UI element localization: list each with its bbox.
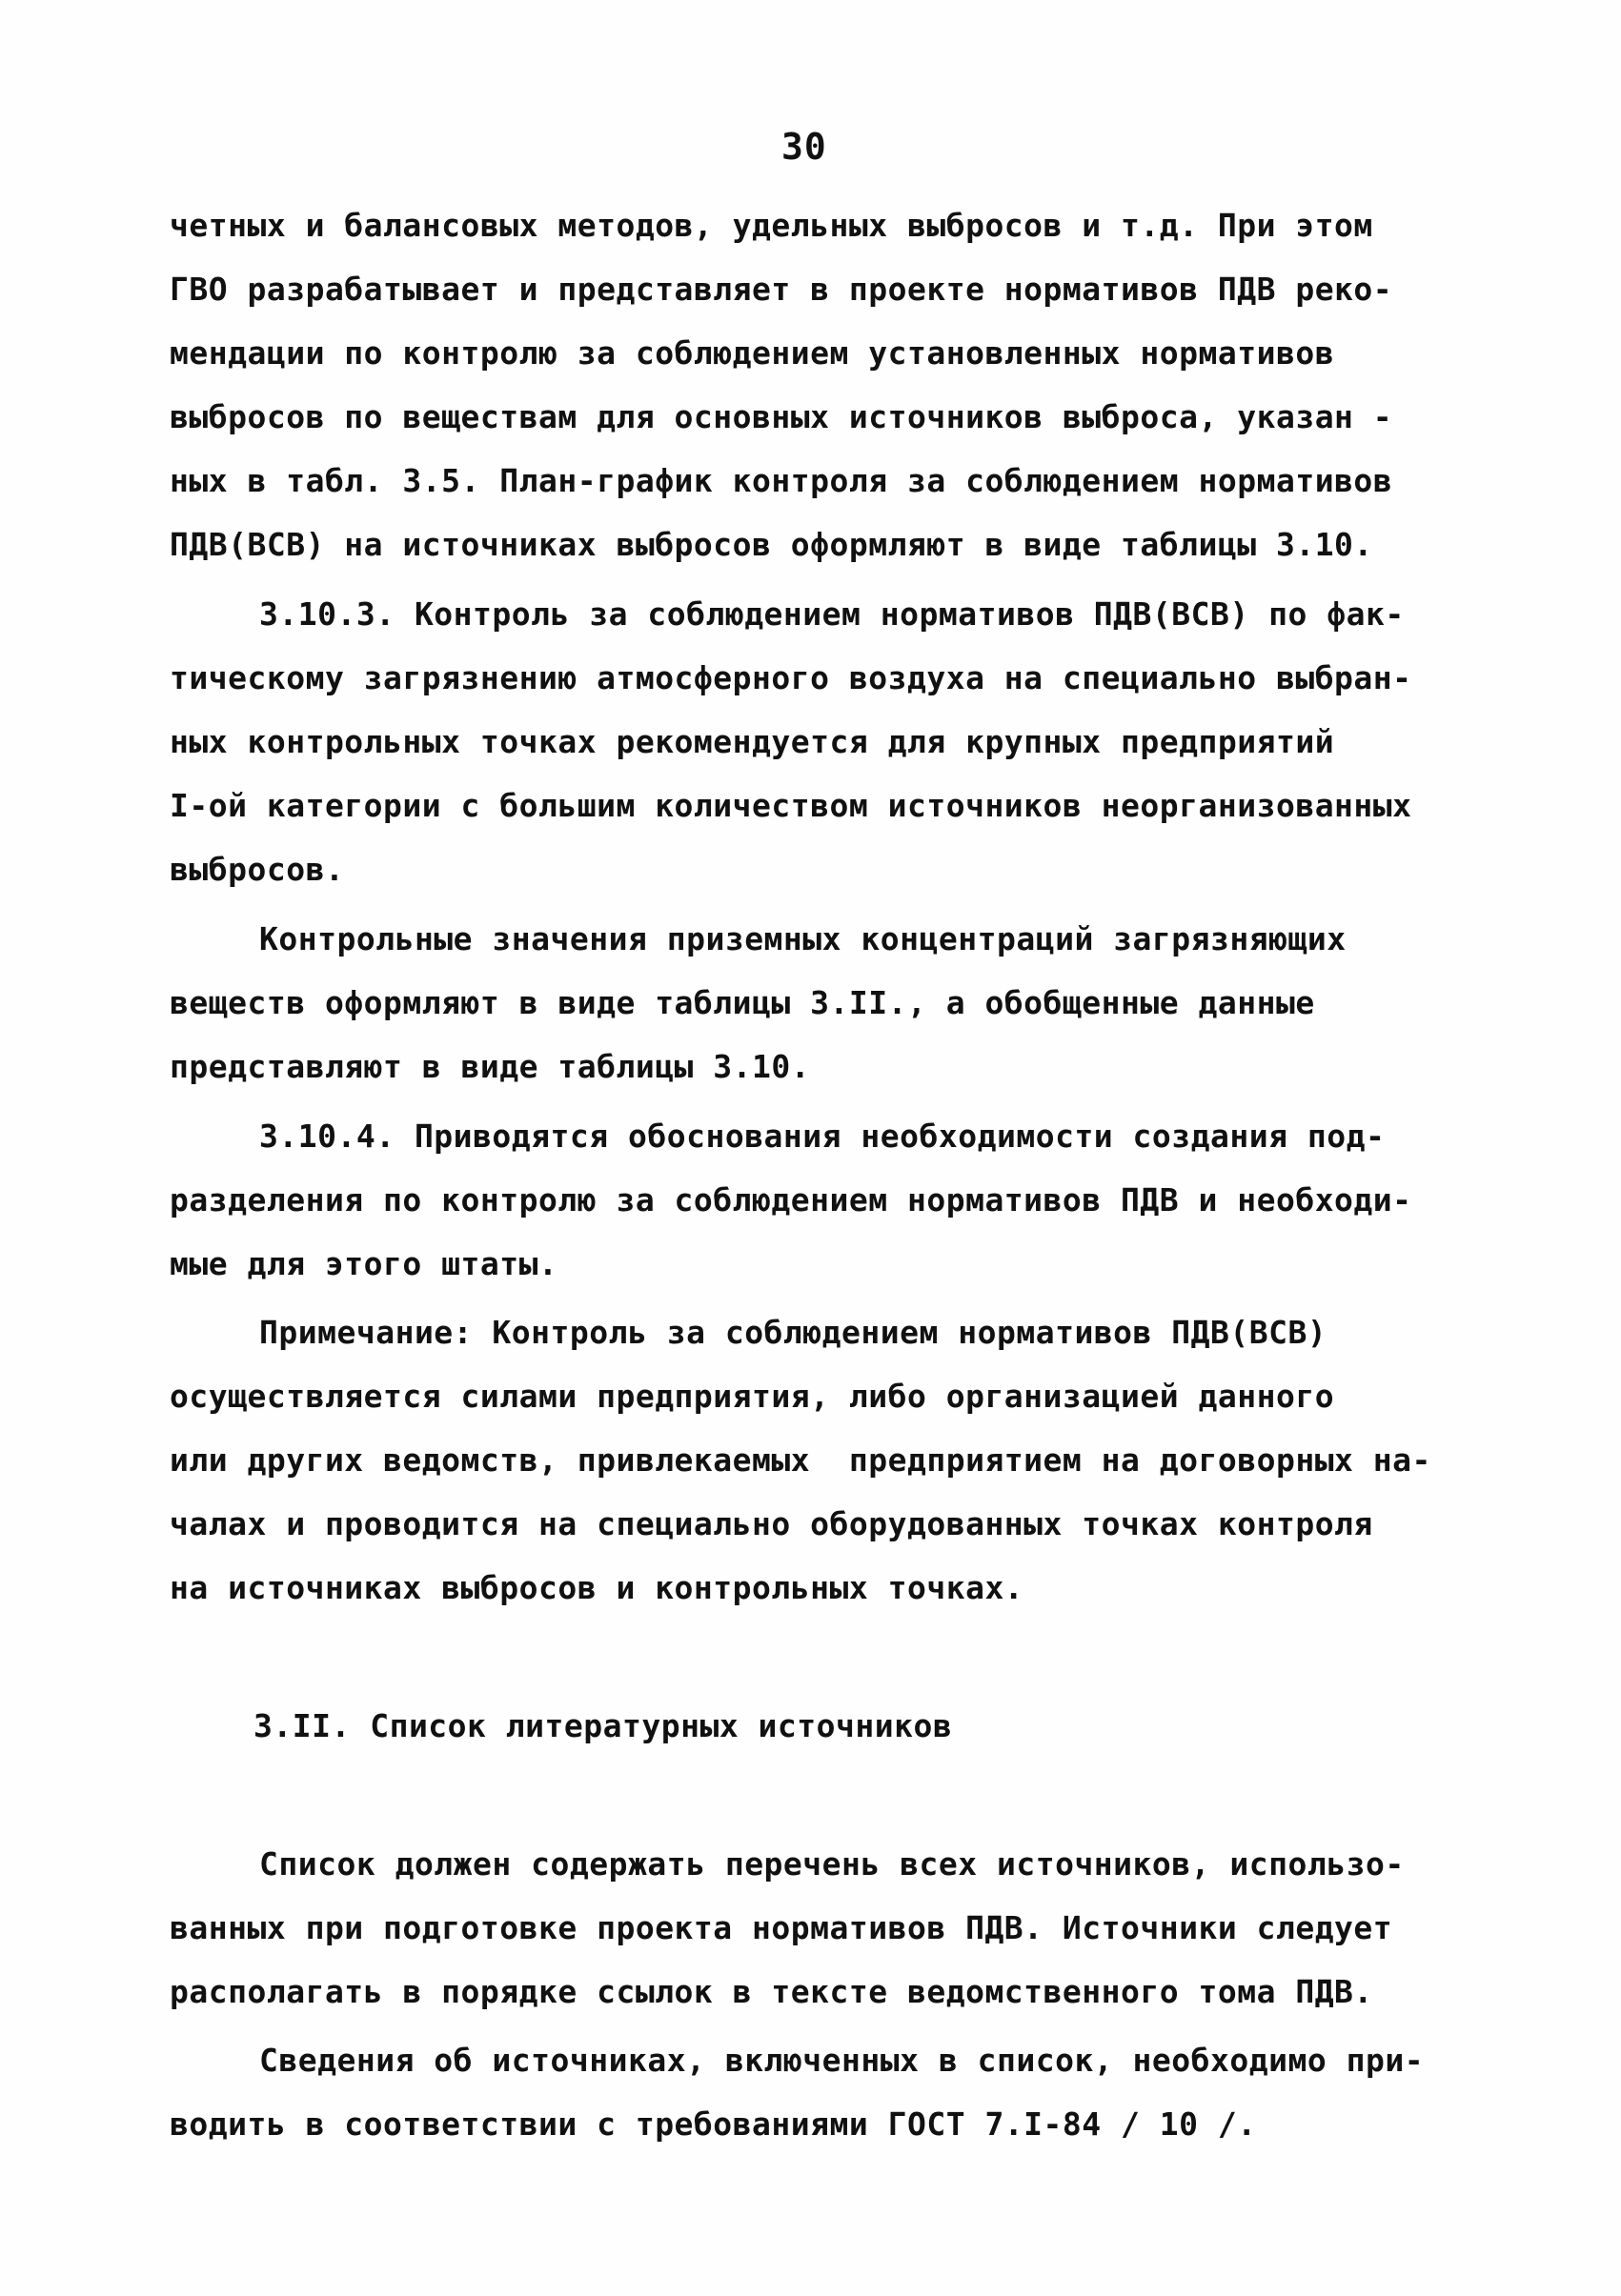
text-line: ных в табл. 3.5. План-график контроля за соблюдением нормативов — [170, 462, 1393, 499]
note-line: или других ведомств, привлекаемых предприятием на договорных на- — [170, 1441, 1431, 1479]
note-line: на источниках выбросов и контрольных точках. — [170, 1569, 1024, 1606]
text-line: Список должен содержать перечень всех источников, использо- — [259, 1845, 1405, 1883]
note-line: Примечание: Контроль за соблюдением нормативов ПДВ(ВСВ) — [259, 1314, 1327, 1351]
text-line: веществ оформляют в виде таблицы 3.II., а обобщенные данные — [170, 984, 1315, 1021]
text-line: 3.10.4. Приводятся обоснования необходимости создания под- — [259, 1118, 1386, 1155]
section-heading: 3.II. Список литературных источников — [253, 1707, 953, 1744]
text-line: ПДВ(ВСВ) на источниках выбросов оформляют в виде таблицы 3.10. — [170, 526, 1373, 563]
note-line: осуществляется силами предприятия, либо организацией данного — [170, 1378, 1335, 1415]
text-line: выбросов. — [170, 851, 345, 888]
text-line: тическому загрязнению атмосферного воздуха на специально выбран- — [170, 659, 1412, 696]
text-line: располагать в порядке ссылок в тексте ведомственного тома ПДВ. — [170, 1973, 1373, 2010]
text-line: разделения по контролю за соблюдением нормативов ПДВ и необходи- — [170, 1181, 1412, 1218]
text-line: мендации по контролю за соблюдением установленных нормативов — [170, 334, 1335, 372]
note-line: чалах и проводится на специально оборудованных точках контроля — [170, 1505, 1373, 1542]
text-line: водить в соответствии с требованиями ГОСТ 7.I-84 / 10 /. — [170, 2105, 1257, 2143]
text-line: выбросов по веществам для основных источников выброса, указан - — [170, 398, 1393, 435]
text-line: I-ой категории с большим количеством источников неорганизованных — [170, 787, 1412, 824]
text-line: 3.10.3. Контроль за соблюдением нормативов ПДВ(ВСВ) по фак- — [259, 595, 1405, 633]
text-line: представляют в виде таблицы 3.10. — [170, 1048, 811, 1085]
text-line: ГВО разрабатывает и представляет в проекте нормативов ПДВ реко- — [170, 271, 1393, 308]
text-line: четных и балансовых методов, удельных выбросов и т.д. При этом — [170, 207, 1373, 244]
text-line: Сведения об источниках, включенных в список, необходимо при- — [259, 2042, 1425, 2079]
text-line: мые для этого штаты. — [170, 1245, 558, 1282]
text-line: ных контрольных точках рекомендуется для крупных предприятий — [170, 723, 1335, 760]
text-line: ванных при подготовке проекта нормативов ПДВ. Источники следует — [170, 1909, 1393, 1946]
page-number: 30 — [781, 126, 827, 168]
text-line: Контрольные значения приземных концентраций загрязняющих — [259, 920, 1347, 957]
